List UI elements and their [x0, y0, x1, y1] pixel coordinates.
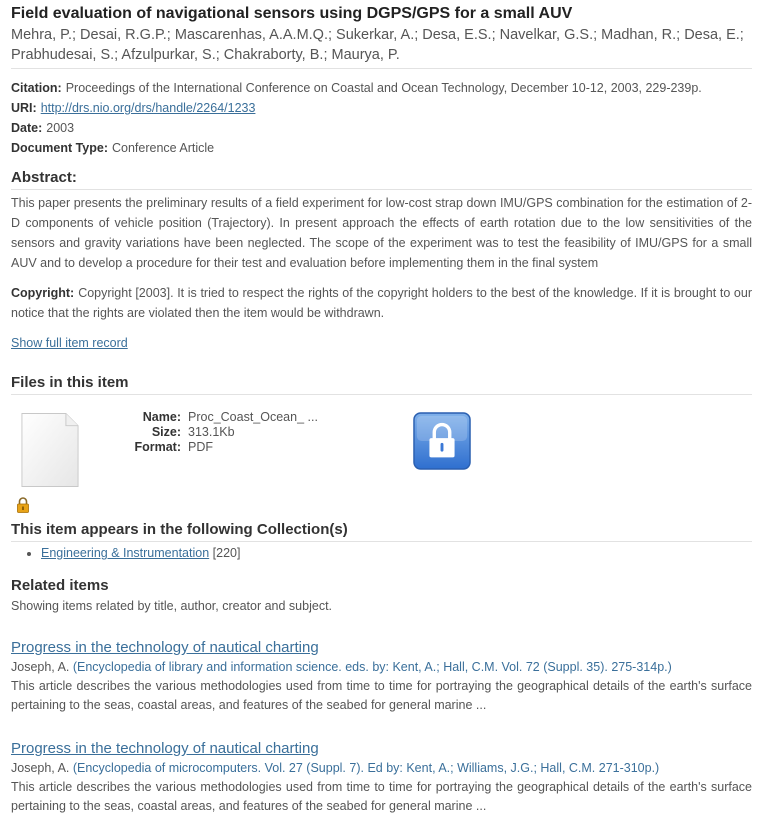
- file-thumbnail-icon[interactable]: [21, 412, 79, 488]
- collections-heading: This item appears in the following Collection(s): [11, 520, 752, 542]
- related-item-abstract: This article describes the various methodologies used from time to time for portraying the geographical details of the earth's surface pertaining to the seas, coastal areas, and features of the seabed for general marine ...: [11, 679, 752, 712]
- uri-field: [11, 98, 752, 118]
- file-size-value: 313.1Kb: [188, 425, 235, 439]
- related-item-title-link[interactable]: Progress in the technology of nautical charting: [11, 639, 319, 656]
- uri-label: URI:: [11, 101, 37, 115]
- collection-link[interactable]: Engineering & Instrumentation: [41, 546, 210, 560]
- file-format-value: PDF: [188, 440, 213, 454]
- related-item-author: Joseph, A.: [11, 660, 70, 674]
- item-title: Field evaluation of navigational sensors using DGPS/GPS for a small AUV: [11, 5, 573, 22]
- related-item: [11, 739, 752, 816]
- files-heading: Files in this item: [11, 373, 752, 395]
- date-field: [11, 118, 752, 138]
- collection-item: [41, 544, 752, 562]
- doctype-label: Document Type:: [11, 141, 108, 155]
- item-authors: Mehra, P.; Desai, R.G.P.; Mascarenhas, A.A.M.Q.; Sukerkar, A.; Desa, E.S.; Navelkar, G.S.; Madhan, R.; Desa, E.; Prabhudesai, S.; Afzulpurkar, S.; Chakraborty, B.; Maurya, P.: [11, 25, 752, 69]
- related-item-citation: [11, 759, 752, 778]
- related-item-publication: (Encyclopedia of microcomputers. Vol. 27 (Suppl. 7). Ed by: Kent, A.; Williams, J.G.; Hall, C.M. 271-310p.): [72, 761, 660, 775]
- collection-count: [220]: [212, 546, 241, 560]
- access-restricted-lock-icon[interactable]: [413, 412, 471, 470]
- related-item-title-link[interactable]: Progress in the technology of nautical charting: [11, 740, 319, 757]
- copyright-label: Copyright:: [11, 286, 75, 300]
- abstract-text: This paper presents the preliminary results of a field experiment for low-cost strap down IMU/GPS combination for the estimation of 2-D components of vehicle position (Trajectory). In present approach the effects of earth rotation due to the low sensitivities of the sensors and gravity variations have been neglected. The scope of the experiment was to test the feasibility of IMU/GPS for a small AUV and to develop a procedure for their test and evaluation before implementing them in the final system: [11, 196, 752, 270]
- citation-value: Proceedings of the International Conference on Coastal and Ocean Technology, December 10-12, 2003, 229-239p.: [65, 81, 702, 95]
- file-entry: [11, 395, 752, 520]
- file-metadata: [121, 410, 318, 455]
- restricted-lock-icon: [16, 497, 30, 513]
- copyright-field: [11, 283, 752, 323]
- uri-link[interactable]: http://drs.nio.org/drs/handle/2264/1233: [40, 101, 256, 115]
- copyright-text: Copyright [2003]. It is tried to respect the rights of the copyright holders to the best of the knowledge. If it is brought to our notice that the rights are violated then the item would be withdrawn.: [11, 286, 752, 320]
- date-label: Date:: [11, 121, 43, 135]
- file-format-label: Format:: [134, 440, 181, 454]
- citation-label: Citation:: [11, 81, 62, 95]
- related-item-abstract: This article describes the various methodologies used from time to time for portraying the geographical details of the earth's surface pertaining to the seas, coastal areas, and features of the seabed for general marine ...: [11, 780, 752, 813]
- collections-list: [11, 544, 752, 562]
- related-item: [11, 638, 752, 715]
- related-item-citation: [11, 658, 752, 677]
- doctype-field: [11, 138, 752, 158]
- file-name-value: Proc_Coast_Ocean_ ...: [188, 410, 318, 424]
- related-heading: Related items: [11, 577, 109, 594]
- show-full-record-link[interactable]: Show full item record: [11, 336, 128, 350]
- abstract-heading: Abstract:: [11, 168, 752, 190]
- related-item-publication: (Encyclopedia of library and information science. eds. by: Kent, A.; Hall, C.M. Vol. 72 (Suppl. 35). 275-314p.): [72, 660, 672, 674]
- doctype-value: Conference Article: [112, 141, 215, 155]
- citation-field: [11, 78, 752, 98]
- date-value: 2003: [46, 121, 75, 135]
- related-subheading: Showing items related by title, author, creator and subject.: [11, 599, 333, 613]
- file-name-label: Name:: [142, 410, 181, 424]
- file-size-label: Size:: [151, 425, 181, 439]
- related-item-author: Joseph, A.: [11, 761, 70, 775]
